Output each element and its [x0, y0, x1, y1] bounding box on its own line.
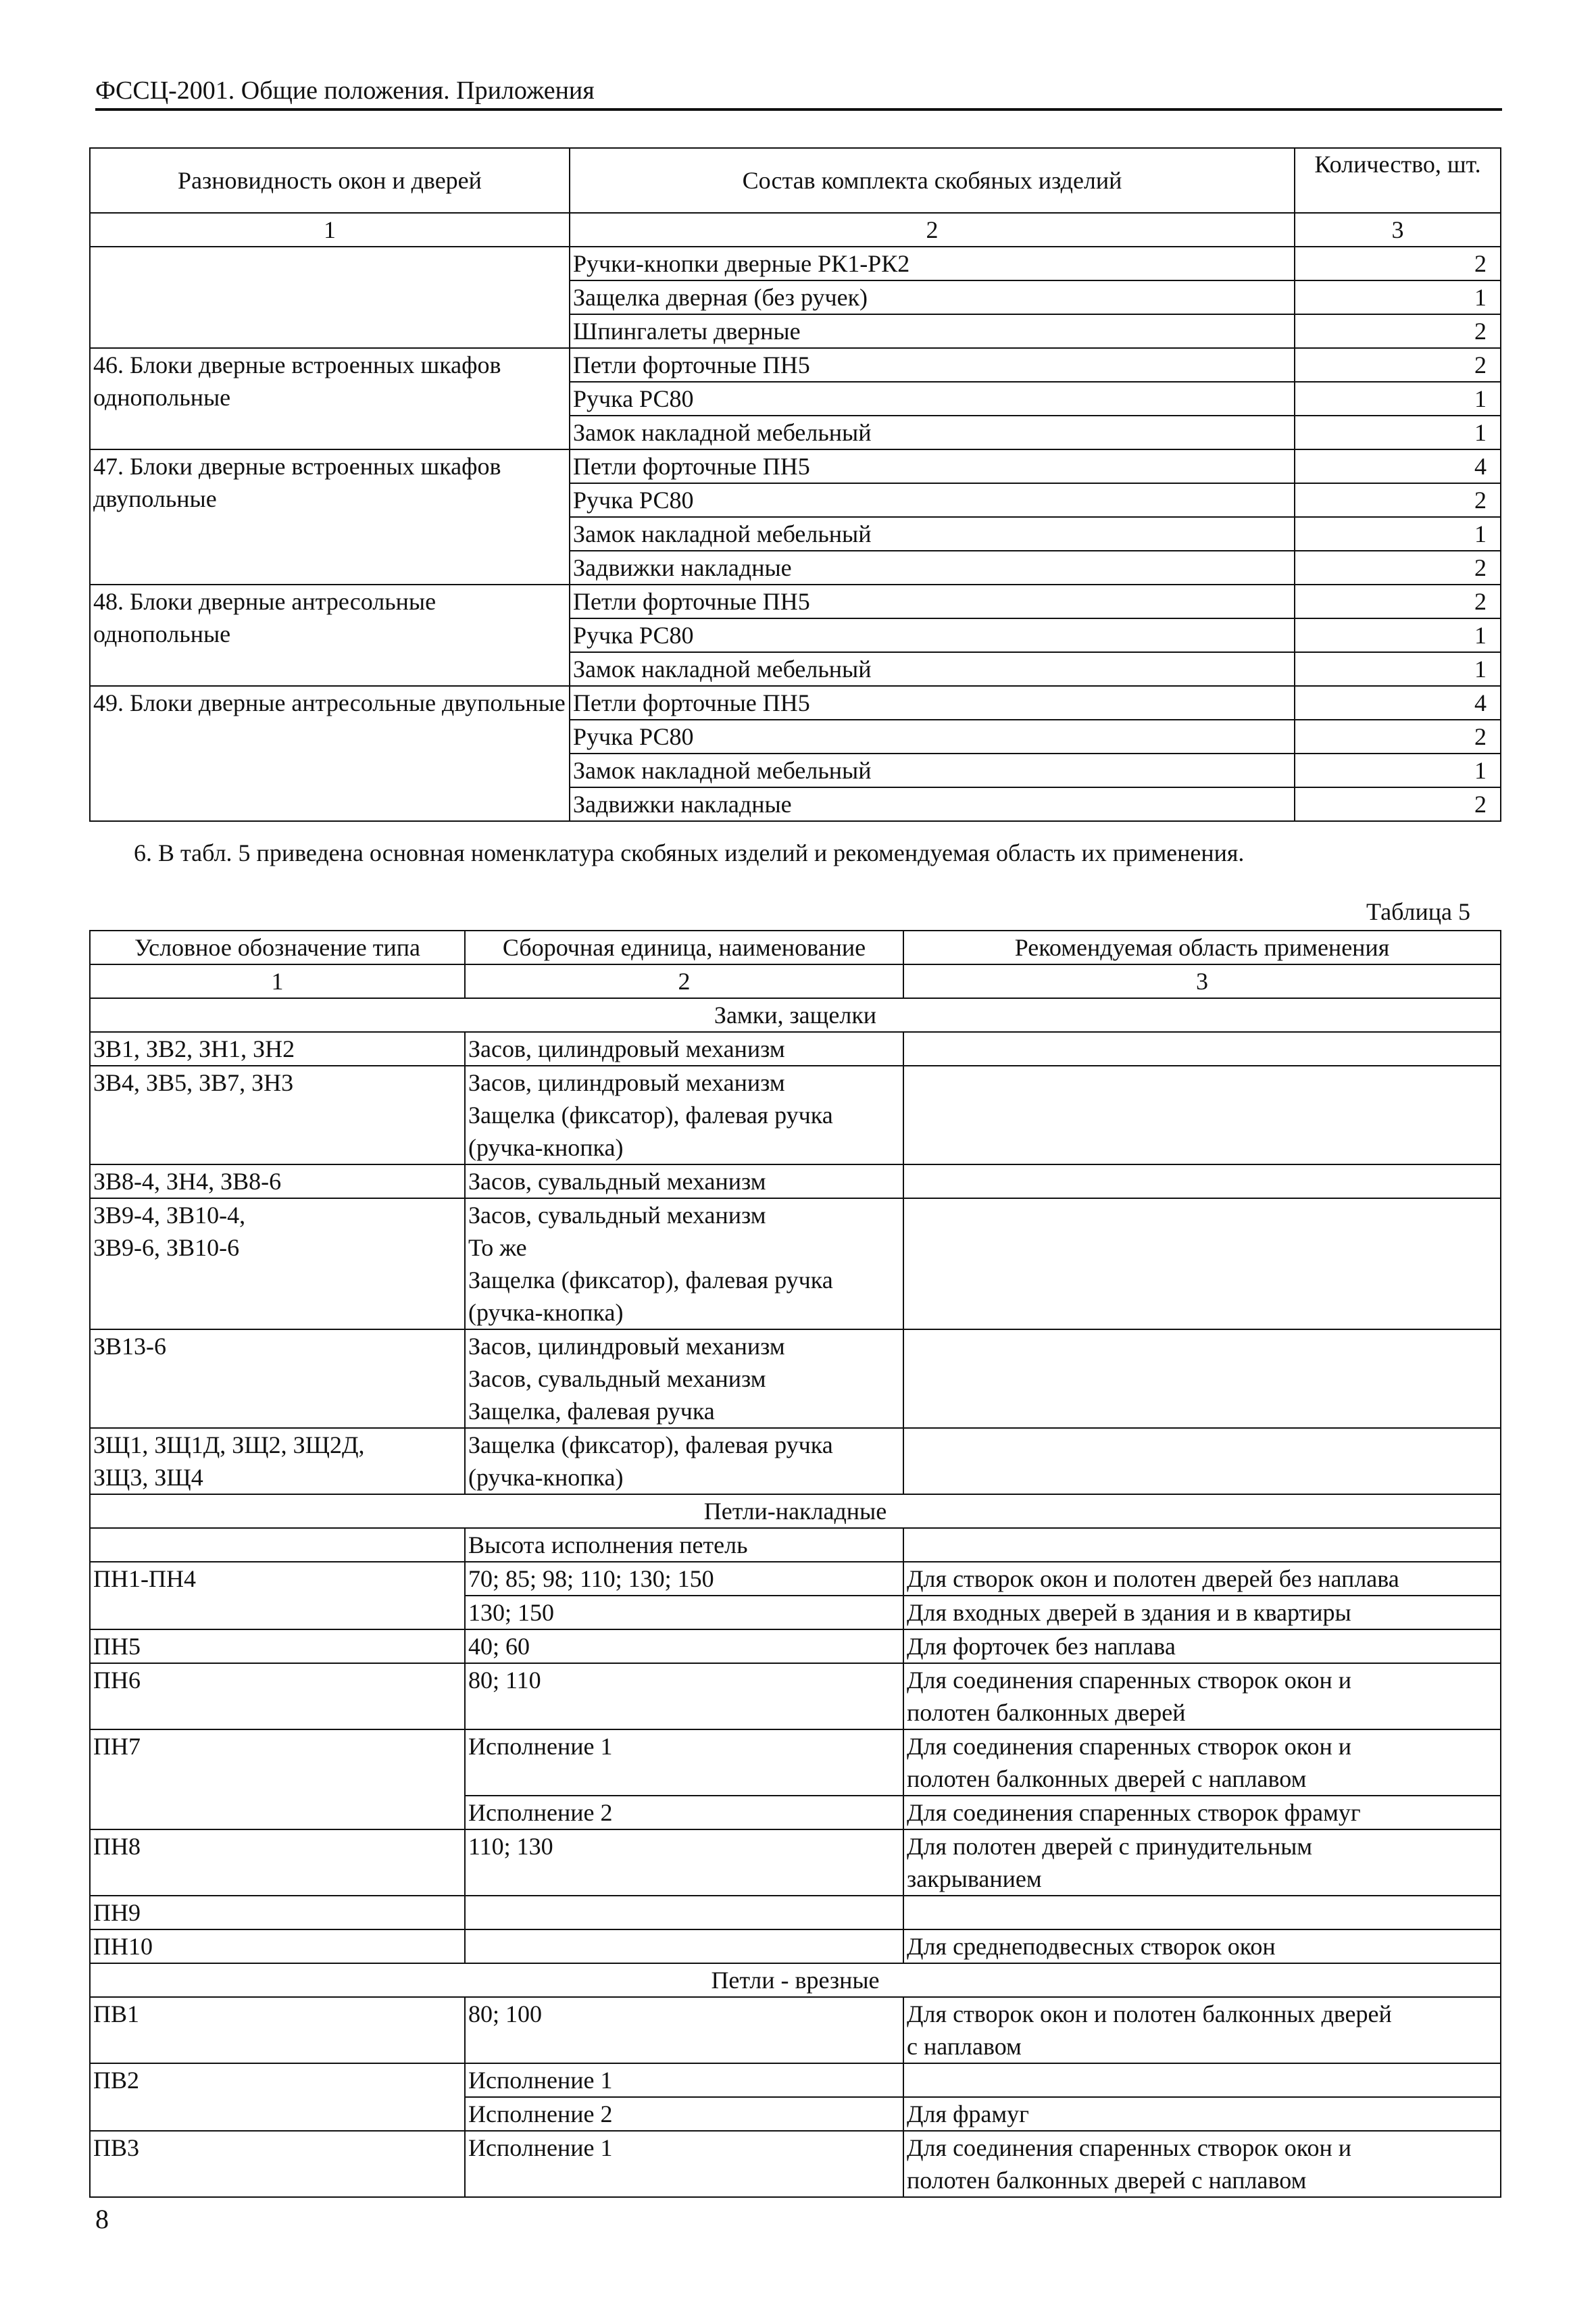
table-row: [90, 2063, 1501, 2097]
application-area: [903, 1562, 1501, 1596]
assembly-unit: [465, 1198, 903, 1329]
table-row: [90, 1066, 1501, 1164]
type-line: ПН10: [93, 1933, 153, 1960]
unit-line: Исполнение 1: [468, 2134, 613, 2161]
area-line: Для соединения спаренных створок окон и: [907, 2134, 1351, 2161]
table-row: [90, 247, 1501, 280]
table-row: [90, 1032, 1501, 1066]
assembly-unit: [465, 1596, 903, 1629]
application-area: [903, 1428, 1501, 1494]
quantity: 1: [1295, 280, 1501, 314]
area-line: Для фрамуг: [907, 2100, 1029, 2127]
area-line: Для среднеподвесных створок окон: [907, 1933, 1276, 1960]
application-area: [903, 1729, 1501, 1796]
hardware-item: Ручка РС80: [570, 720, 1295, 754]
area-line: Для створок окон и полотен балконных дверей: [907, 2000, 1392, 2027]
unit-line: Засов, цилиндровый механизм: [468, 1035, 785, 1062]
unit-line: То же: [468, 1234, 527, 1261]
section-heading: Петли - врезные: [90, 1963, 1501, 1997]
quantity: 4: [1295, 449, 1501, 483]
quantity: 1: [1295, 652, 1501, 686]
table-row: [90, 1562, 1501, 1596]
quantity: 1: [1295, 382, 1501, 416]
type-line: ПН5: [93, 1633, 141, 1660]
hardware-item: Шпингалеты дверные: [570, 314, 1295, 348]
quantity: 2: [1295, 551, 1501, 585]
hardware-item: Петли форточные ПН5: [570, 585, 1295, 618]
assembly-unit: [465, 1428, 903, 1494]
type-line: ПВ1: [93, 2000, 140, 2027]
application-area: [903, 1032, 1501, 1066]
type-designation: [90, 1198, 465, 1329]
application-area: [903, 2131, 1501, 2197]
column-header: Условное обозначение типа: [90, 931, 465, 964]
running-header: ФССЦ-2001. Общие положения. Приложения: [95, 76, 595, 105]
type-line: ЗВ9-4, ЗВ10-4,: [93, 1202, 246, 1229]
quantity: 2: [1295, 247, 1501, 280]
column-number: 3: [1295, 213, 1501, 247]
table-row: [90, 1829, 1501, 1896]
table-row: [90, 1428, 1501, 1494]
table-row: [90, 585, 1501, 618]
unit-line: 40; 60: [468, 1633, 530, 1660]
unit-line: (ручка-кнопка): [468, 1299, 624, 1326]
type-line: ЗВ9-6, ЗВ10-6: [93, 1234, 240, 1261]
application-area: [903, 1164, 1501, 1198]
hardware-item: Замок накладной мебельный: [570, 517, 1295, 551]
table-row: [90, 1629, 1501, 1663]
quantity: 2: [1295, 585, 1501, 618]
table-row: [90, 1329, 1501, 1428]
column-number: 2: [570, 213, 1295, 247]
application-area: [903, 2097, 1501, 2131]
unit-line: 80; 100: [468, 2000, 543, 2027]
area-line: полотен балконных дверей с наплавом: [907, 2167, 1307, 2194]
table-row: [90, 1494, 1501, 1528]
hardware-item: Задвижки накладные: [570, 787, 1295, 821]
unit-line: Защелка (фиксатор), фалевая ручка: [468, 1266, 833, 1294]
quantity: 2: [1295, 314, 1501, 348]
application-area: [903, 1629, 1501, 1663]
type-designation: [90, 1428, 465, 1494]
unit-line: 80; 110: [468, 1667, 541, 1694]
unit-line: Засов, цилиндровый механизм: [468, 1333, 785, 1360]
unit-line: Защелка (фиксатор), фалевая ручка: [468, 1431, 833, 1458]
unit-line: 70; 85; 98; 110; 130; 150: [468, 1565, 714, 1592]
window-door-type: 47. Блоки дверные встроенных шкафов двупольные: [90, 449, 570, 585]
assembly-unit: [465, 2063, 903, 2097]
assembly-unit: [465, 1562, 903, 1596]
hardware-item: Ручки-кнопки дверные РК1-РК2: [570, 247, 1295, 280]
type-designation: [90, 1663, 465, 1729]
unit-line: Засов, сувальдный механизм: [468, 1168, 766, 1195]
hardware-item: Замок накладной мебельный: [570, 652, 1295, 686]
assembly-unit: [465, 1066, 903, 1164]
unit-line: Исполнение 1: [468, 1733, 613, 1760]
application-area: [903, 1929, 1501, 1963]
type-designation: [90, 1629, 465, 1663]
assembly-unit: [465, 1829, 903, 1896]
unit-line: Высота исполнения петель: [468, 1531, 748, 1558]
column-header: Количество, шт.: [1295, 148, 1501, 213]
assembly-unit: [465, 1032, 903, 1066]
type-line: ЗВ8-4, ЗН4, ЗВ8-6: [93, 1168, 282, 1195]
table-row: [90, 2131, 1501, 2197]
assembly-unit: [465, 1629, 903, 1663]
type-line: ЗВ1, ЗВ2, ЗН1, ЗН2: [93, 1035, 295, 1062]
table-row: [90, 1198, 1501, 1329]
assembly-unit: [465, 1796, 903, 1829]
unit-line: (ручка-кнопка): [468, 1134, 624, 1161]
quantity: 1: [1295, 754, 1501, 787]
area-line: полотен балконных дверей с наплавом: [907, 1765, 1307, 1792]
window-door-type: 48. Блоки дверные антресольные однопольные: [90, 585, 570, 686]
hardware-item: Замок накладной мебельный: [570, 416, 1295, 449]
type-designation: [90, 1164, 465, 1198]
hardware-item: Ручка РС80: [570, 618, 1295, 652]
type-designation: [90, 1997, 465, 2063]
unit-line: Исполнение 2: [468, 1799, 613, 1826]
paragraph-6: 6. В табл. 5 приведена основная номенклатура скобяных изделий и рекомендуемая область их применения.: [134, 839, 1245, 866]
table-row: [90, 348, 1501, 382]
quantity: 2: [1295, 348, 1501, 382]
assembly-unit: [465, 1929, 903, 1963]
area-line: с наплавом: [907, 2033, 1022, 2060]
application-area: [903, 2063, 1501, 2097]
column-header: Состав комплекта скобяных изделий: [570, 148, 1295, 213]
type-designation: [90, 1729, 465, 1829]
application-area: [903, 1198, 1501, 1329]
column-number: 2: [465, 964, 903, 998]
application-area: [903, 1663, 1501, 1729]
type-line: ПН6: [93, 1667, 141, 1694]
table-row: [90, 1528, 1501, 1562]
hardware-item: Петли форточные ПН5: [570, 686, 1295, 720]
type-designation: [90, 1929, 465, 1963]
table-5-caption: Таблица 5: [1366, 898, 1470, 925]
page-number: 8: [95, 2204, 109, 2234]
type-designation: [90, 2131, 465, 2197]
type-designation: [90, 2063, 465, 2131]
type-designation: [90, 1829, 465, 1896]
table-row: [90, 1963, 1501, 1997]
application-area: [903, 1066, 1501, 1164]
type-line: ПН7: [93, 1733, 141, 1760]
table-row: [90, 998, 1501, 1032]
window-door-type: [90, 247, 570, 348]
quantity: 1: [1295, 416, 1501, 449]
area-line: Для форточек без наплава: [907, 1633, 1176, 1660]
column-header: Рекомендуемая область применения: [903, 931, 1501, 964]
table-row: [90, 1929, 1501, 1963]
type-line: ПВ3: [93, 2134, 140, 2161]
hardware-item: Петли форточные ПН5: [570, 348, 1295, 382]
hardware-item: Защелка дверная (без ручек): [570, 280, 1295, 314]
assembly-unit: [465, 1164, 903, 1198]
column-number: 1: [90, 964, 465, 998]
application-area: [903, 1997, 1501, 2063]
quantity: 2: [1295, 787, 1501, 821]
column-number: 1: [90, 213, 570, 247]
type-line: ПН9: [93, 1899, 141, 1926]
assembly-unit: [465, 2097, 903, 2131]
area-line: Для входных дверей в здания и в квартиры: [907, 1599, 1351, 1626]
area-line: Для полотен дверей с принудительным: [907, 1833, 1313, 1860]
area-line: Для соединения спаренных створок окон и: [907, 1667, 1351, 1694]
application-area: [903, 1329, 1501, 1428]
unit-line: Защелка (фиксатор), фалевая ручка: [468, 1102, 833, 1129]
type-designation: [90, 1562, 465, 1629]
application-area: [903, 1596, 1501, 1629]
assembly-unit: [465, 1729, 903, 1796]
unit-line: Засов, сувальдный механизм: [468, 1365, 766, 1392]
table-row: [90, 686, 1501, 720]
application-area: [903, 1896, 1501, 1929]
window-door-type: 46. Блоки дверные встроенных шкафов однопольные: [90, 348, 570, 449]
assembly-unit: [465, 1329, 903, 1428]
application-area: [903, 1528, 1501, 1562]
type-line: ЗЩ1, ЗЩ1Д, ЗЩ2, ЗЩ2Д,: [93, 1431, 365, 1458]
type-line: ЗЩ3, ЗЩ4: [93, 1464, 203, 1491]
column-number: 3: [903, 964, 1501, 998]
unit-line: Засов, цилиндровый механизм: [468, 1069, 785, 1096]
hardware-item: Петли форточные ПН5: [570, 449, 1295, 483]
table-row: [90, 1663, 1501, 1729]
type-designation: [90, 1066, 465, 1164]
assembly-unit: [465, 1896, 903, 1929]
unit-line: Исполнение 2: [468, 2100, 613, 2127]
type-line: ЗВ4, ЗВ5, ЗВ7, ЗН3: [93, 1069, 294, 1096]
quantity: 2: [1295, 483, 1501, 517]
section-heading: Петли-накладные: [90, 1494, 1501, 1528]
assembly-unit: [465, 1528, 903, 1562]
column-header: Сборочная единица, наименование: [465, 931, 903, 964]
assembly-unit: [465, 1997, 903, 2063]
column-header: Разновидность окон и дверей: [90, 148, 570, 213]
table-row: [90, 1164, 1501, 1198]
type-designation: [90, 1896, 465, 1929]
hardware-item: Задвижки накладные: [570, 551, 1295, 585]
table-row: [90, 1896, 1501, 1929]
quantity: 2: [1295, 720, 1501, 754]
header-rule: [95, 108, 1502, 111]
type-designation: [90, 1329, 465, 1428]
unit-line: (ручка-кнопка): [468, 1464, 624, 1491]
area-line: Для соединения спаренных створок окон и: [907, 1733, 1351, 1760]
unit-line: Защелка, фалевая ручка: [468, 1398, 715, 1425]
type-line: ПН8: [93, 1833, 141, 1860]
table-5-hardware-nomenclature: [89, 930, 1501, 2198]
area-line: Для створок окон и полотен дверей без наплава: [907, 1565, 1399, 1592]
table-4-hardware-sets: [89, 147, 1501, 822]
hardware-item: Замок накладной мебельный: [570, 754, 1295, 787]
area-line: Для соединения спаренных створок фрамуг: [907, 1799, 1361, 1826]
window-door-type: 49. Блоки дверные антресольные двупольные: [90, 686, 570, 821]
table-row: [90, 449, 1501, 483]
quantity: 1: [1295, 517, 1501, 551]
assembly-unit: [465, 2131, 903, 2197]
unit-line: Засов, сувальдный механизм: [468, 1202, 766, 1229]
section-heading: Замки, защелки: [90, 998, 1501, 1032]
type-line: ПН1-ПН4: [93, 1565, 196, 1592]
area-line: полотен балконных дверей: [907, 1699, 1186, 1726]
application-area: [903, 1796, 1501, 1829]
table-row: [90, 1997, 1501, 2063]
unit-line: 130; 150: [468, 1599, 555, 1626]
application-area: [903, 1829, 1501, 1896]
table-row: [90, 1729, 1501, 1796]
hardware-item: Ручка РС80: [570, 382, 1295, 416]
quantity: 4: [1295, 686, 1501, 720]
unit-line: Исполнение 1: [468, 2067, 613, 2094]
unit-line: 110; 130: [468, 1833, 553, 1860]
assembly-unit: [465, 1663, 903, 1729]
type-line: ПВ2: [93, 2067, 140, 2094]
type-designation: [90, 1032, 465, 1066]
area-line: закрыванием: [907, 1865, 1042, 1892]
hardware-item: Ручка РС80: [570, 483, 1295, 517]
quantity: 1: [1295, 618, 1501, 652]
type-designation: [90, 1528, 465, 1562]
type-line: ЗВ13-6: [93, 1333, 167, 1360]
